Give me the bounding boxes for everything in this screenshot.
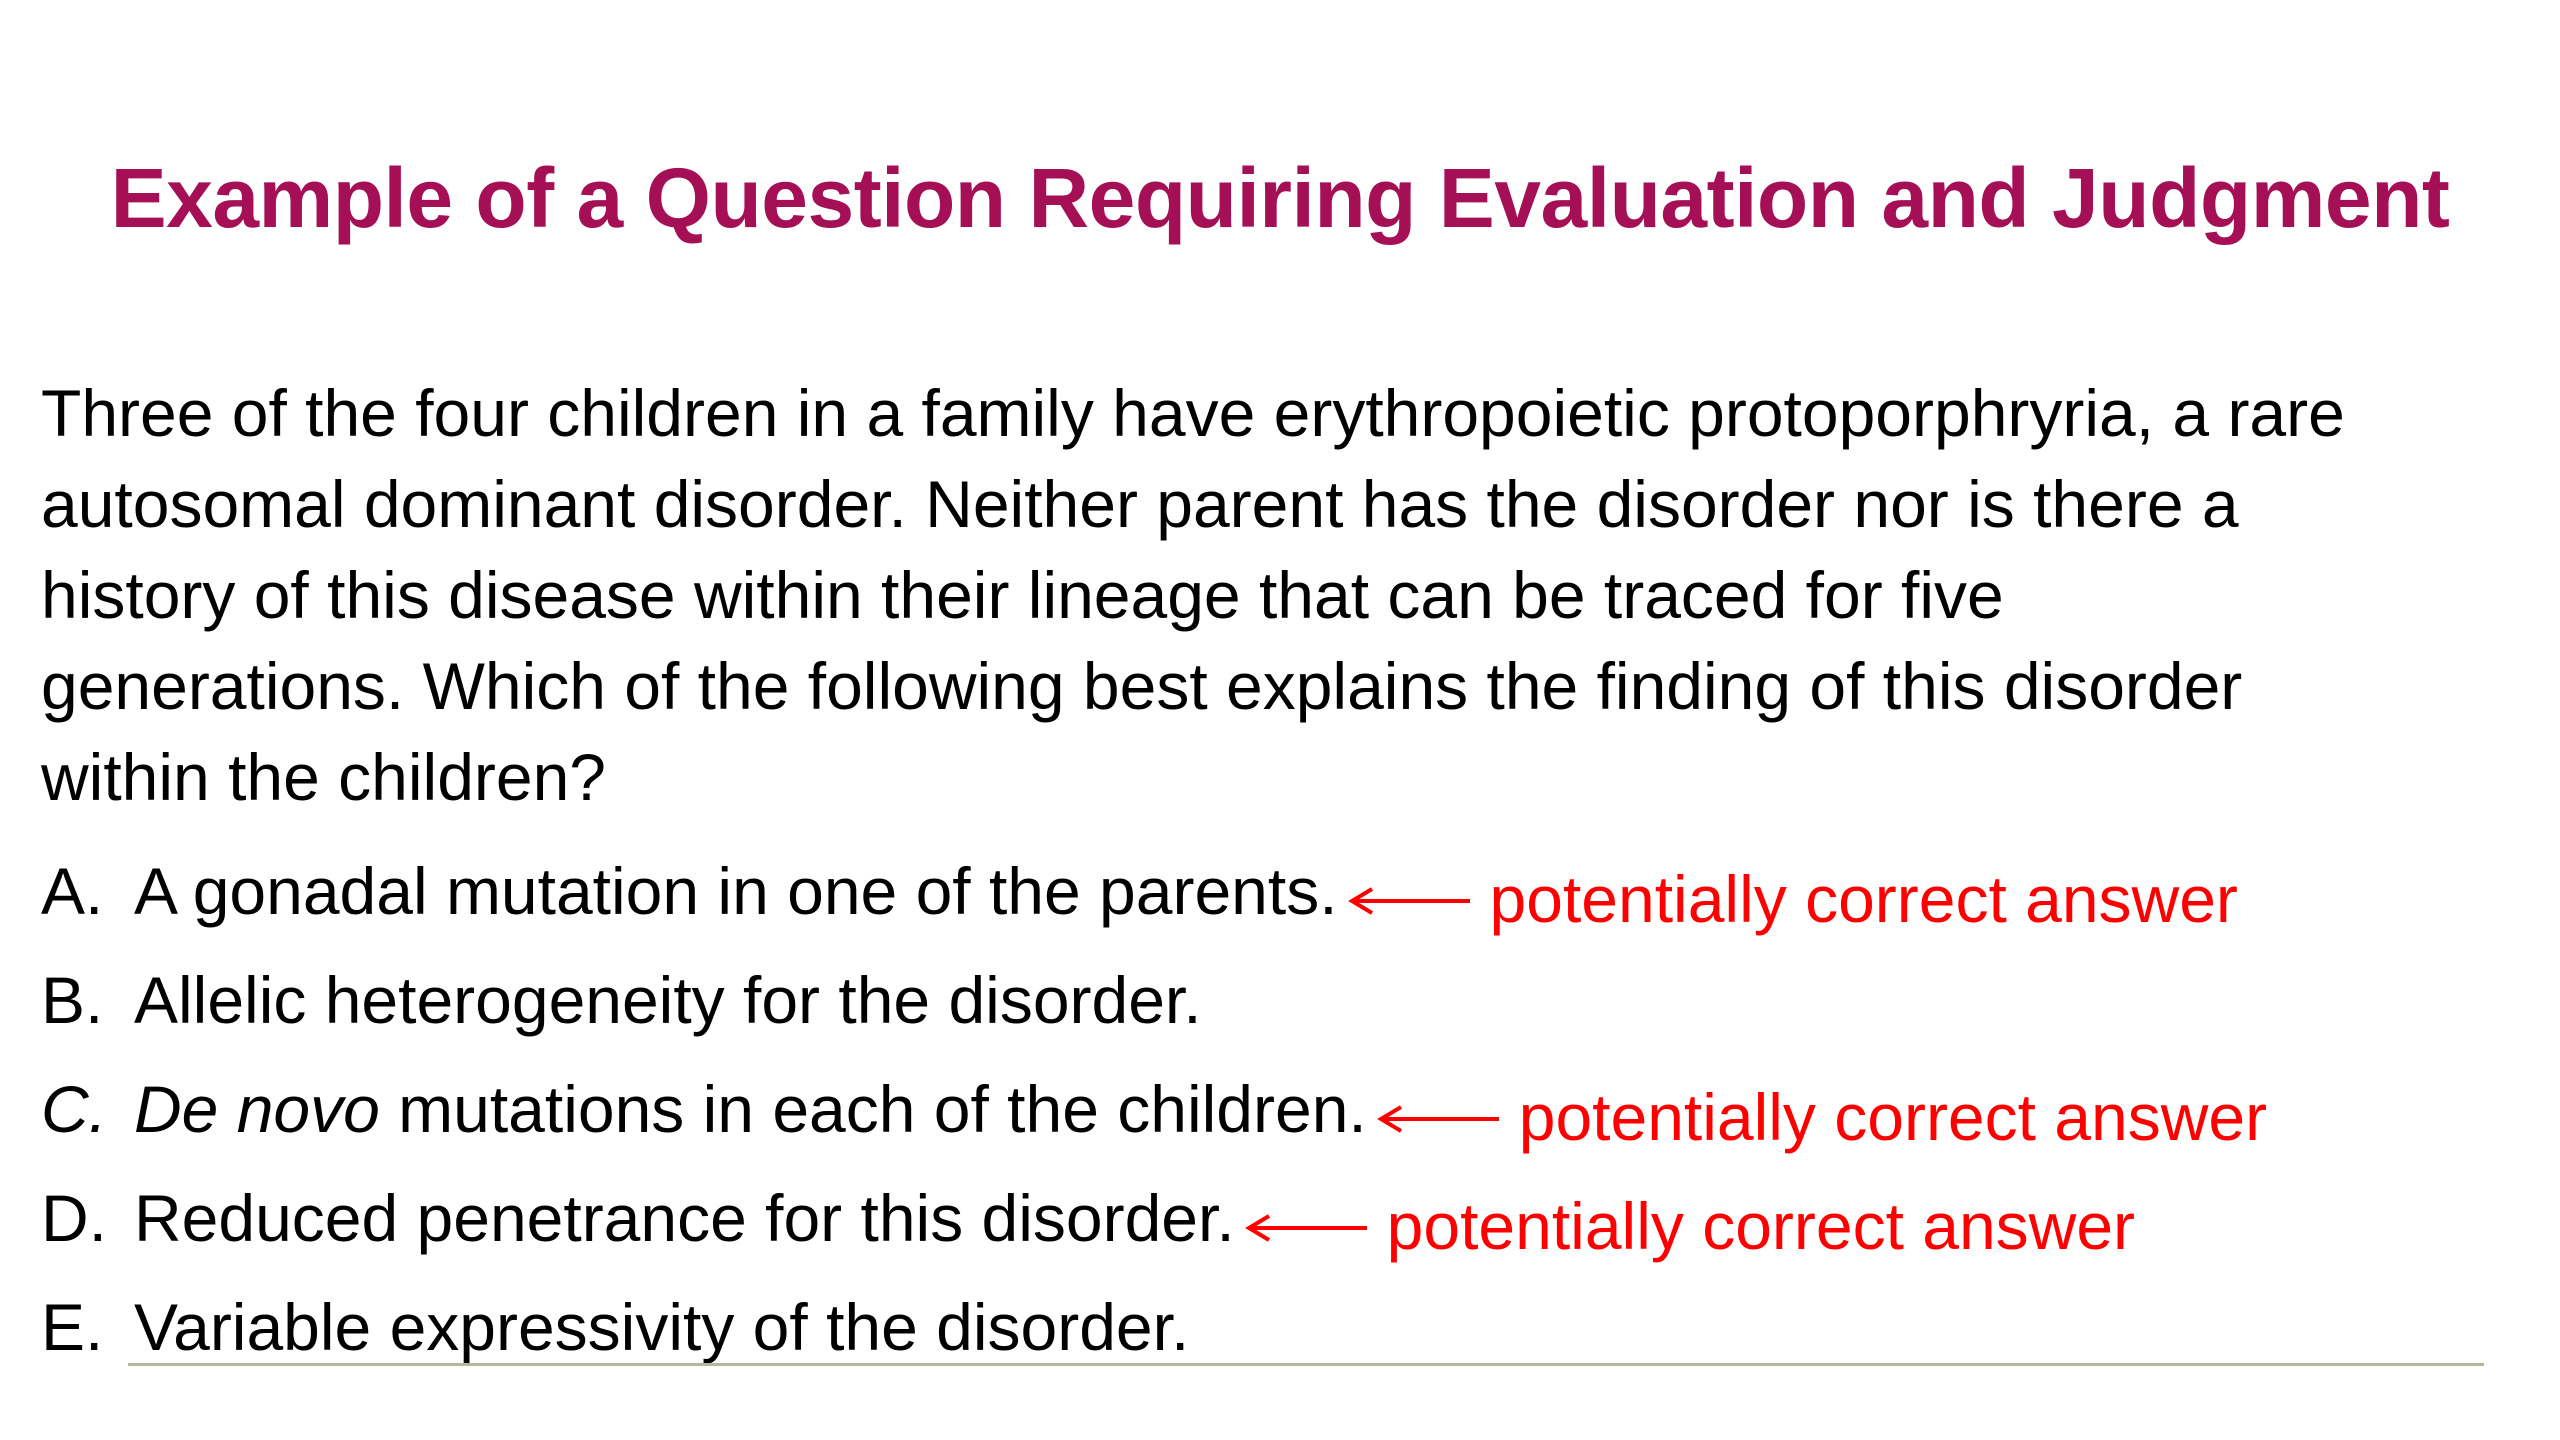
- left-arrow-icon: [1348, 886, 1472, 916]
- question-line: history of this disease within their lineage that can be traced for five: [41, 558, 2004, 632]
- answer-annotation: [1245, 1172, 2135, 1281]
- question-text: [41, 368, 2531, 823]
- option-text-rest: mutations in each of the children.: [379, 1072, 1367, 1146]
- left-arrow-icon: [1245, 1213, 1369, 1243]
- question-line: autosomal dominant disorder. Neither parent has the disorder nor is there a: [41, 467, 2239, 541]
- answer-annotation: [1348, 845, 2238, 954]
- option-d: [41, 1164, 2531, 1273]
- answer-options: [41, 837, 2531, 1382]
- option-c: [41, 1055, 2531, 1164]
- annotation-text: potentially correct answer: [1489, 861, 2238, 936]
- option-text: Allelic heterogeneity for the disorder.: [134, 963, 1202, 1037]
- option-letter: C.: [41, 1072, 107, 1146]
- annotation-text: potentially correct answer: [1518, 1079, 2268, 1154]
- answer-annotation: [1377, 1063, 2267, 1172]
- question-line: within the children?: [41, 740, 606, 814]
- option-text: [134, 1055, 1367, 1164]
- option-letter: B.: [41, 963, 104, 1037]
- option-text: Reduced penetrance for this disorder.: [134, 1181, 1235, 1255]
- question-line: generations. Which of the following best explains the finding of this disorder: [41, 649, 2243, 723]
- option-italic-term: De novo: [134, 1072, 380, 1146]
- option-letter: E.: [41, 1290, 104, 1364]
- left-arrow-icon: [1377, 1104, 1501, 1134]
- option-a: [41, 837, 2531, 946]
- option-letter: A.: [41, 854, 104, 928]
- option-text: A gonadal mutation in one of the parents.: [134, 854, 1338, 928]
- slide-title: Example of a Question Requiring Evaluation and Judgment: [110, 151, 2450, 245]
- annotation-text: potentially correct answer: [1386, 1188, 2136, 1263]
- option-text: Variable expressivity of the disorder.: [134, 1290, 1190, 1364]
- option-b: [41, 946, 2531, 1055]
- footer-divider: [128, 1363, 2484, 1366]
- option-letter: D.: [41, 1181, 107, 1255]
- question-line: Three of the four children in a family have erythropoietic protoporphryria, a rare: [41, 376, 2345, 450]
